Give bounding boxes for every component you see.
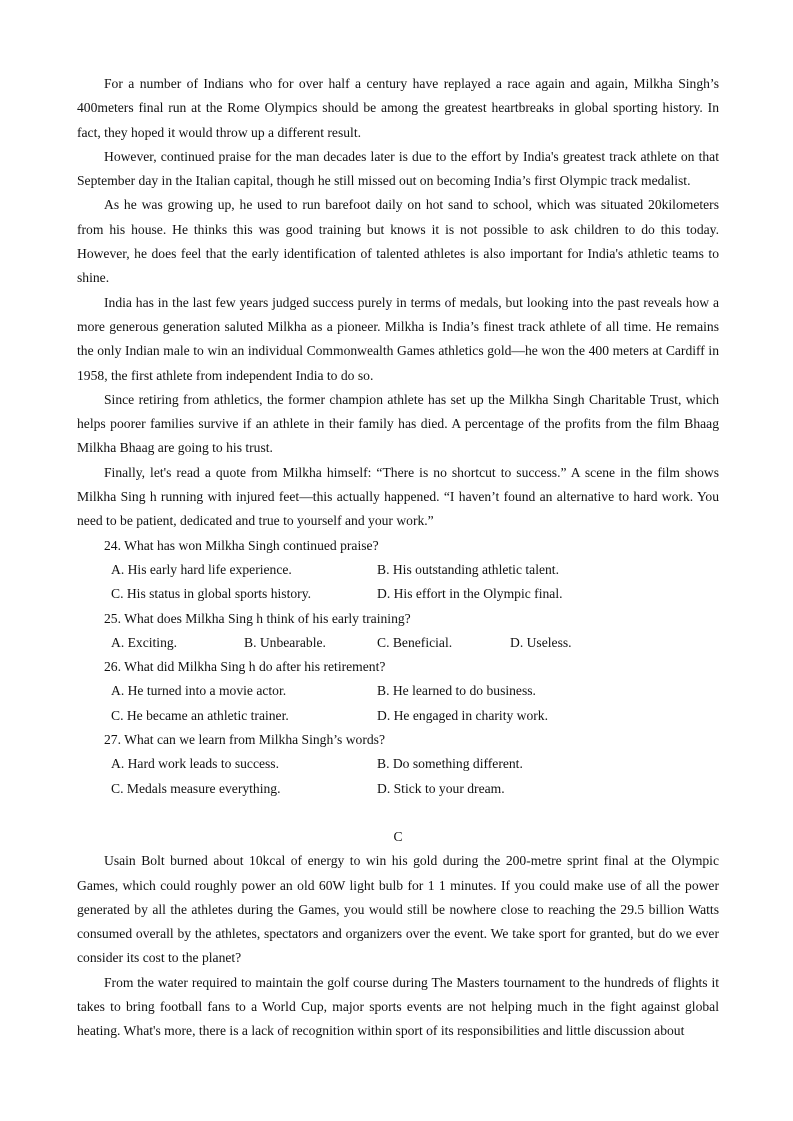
question-stem: 26. What did Milkha Sing h do after his retirement? <box>104 659 386 675</box>
option-b: B. His outstanding athletic talent. <box>377 561 559 577</box>
option-c: C. Beneficial. <box>377 634 453 650</box>
question-stem: 27. What can we learn from Milkha Singh’s words? <box>104 732 386 748</box>
answer-options <box>77 558 719 582</box>
question-stem: 24. What has won Milkha Singh continued praise? <box>104 537 379 553</box>
paragraph: Since retiring from athletics, the former champion athlete has set up the Milkha Singh Charitable Trust, which helps poorer families survive if an athlete in their family has died. A percentage of the profits from the film Bhaag Milkha Bhaag are going to his trust. <box>77 391 719 456</box>
question-26 <box>77 655 719 728</box>
option-d: D. Useless. <box>510 634 572 650</box>
answer-options <box>77 631 719 655</box>
question-24 <box>77 534 719 607</box>
option-d: D. Stick to your dream. <box>377 780 505 796</box>
paragraph: As he was growing up, he used to run barefoot daily on hot sand to school, which was situated 20kilometers from his house. He thinks this was good training but knows it is not possible to ask children to do this today. However, he does feel that the early identification of talented athletes is also important for India's athletic teams to shine. <box>77 197 719 286</box>
passage-b <box>77 72 719 801</box>
paragraph: However, continued praise for the man decades later is due to the effort by India's greatest track athlete on that September day in the Italian capital, though he still missed out on becoming India’s first Olympic track medalist. <box>77 148 719 189</box>
passage-c <box>77 825 719 1044</box>
option-b: B. He learned to do business. <box>377 683 536 699</box>
option-d: D. He engaged in charity work. <box>377 707 548 723</box>
option-c: C. He became an athletic trainer. <box>111 707 289 723</box>
question-stem: 25. What does Milkha Sing h think of his early training? <box>104 610 411 626</box>
option-a: A. Hard work leads to success. <box>111 756 279 772</box>
answer-options <box>77 582 719 606</box>
question-25 <box>77 607 719 656</box>
answer-options <box>77 704 719 728</box>
document-page <box>77 72 719 1044</box>
option-b: B. Unbearable. <box>244 634 326 650</box>
section-heading: C <box>393 828 403 844</box>
answer-options <box>77 752 719 776</box>
option-b: B. Do something different. <box>377 756 523 772</box>
paragraph: Usain Bolt burned about 10kcal of energy to win his gold during the 200-metre sprint final at the Olympic Games, which could roughly power an old 60W light bulb for 1 1 minutes. If you could make use of all the power generated by all the athletes during the Games, you would still be nowhere close to reaching the 29.5 billion Watts consumed overall by the athletes, spectators and organizers over the event. We take sport for granted, but do we ever consider its cost to the planet? <box>77 853 719 966</box>
paragraph: From the water required to maintain the golf course during The Masters tournament to the hundreds of flights it takes to bring football fans to a World Cup, major sports events are not helping much in the fight against global heating. What's more, there is a lack of recognition within sport of its responsibilities and little discussion about <box>77 974 719 1039</box>
paragraph: Finally, let's read a quote from Milkha himself: “There is no shortcut to success.” A scene in the film shows Milkha Sing h running with injured feet—this actually happened. “I haven’t found an alternative to hard work. You need to be patient, dedicated and true to yourself and your work.” <box>77 464 719 529</box>
option-c: C. His status in global sports history. <box>111 586 312 602</box>
option-a: A. He turned into a movie actor. <box>111 683 287 699</box>
paragraph: India has in the last few years judged success purely in terms of medals, but looking into the past reveals how a more generous generation saluted Milkha as a pioneer. Milkha is India’s finest track athlete of all time. He remains the only Indian male to win an individual Commonwealth Games athletics gold—he won the 400 meters at Cardiff in 1958, the first athlete from independent India to do so. <box>77 294 719 383</box>
paragraph: For a number of Indians who for over half a century have replayed a race again and again, Milkha Singh’s 400meters final run at the Rome Olympics should be among the greatest heartbreaks in global sporting history. In fact, they hoped it would throw up a different result. <box>77 76 719 140</box>
option-d: D. His effort in the Olympic final. <box>377 586 563 602</box>
option-a: A. Exciting. <box>111 634 178 650</box>
question-27 <box>77 728 719 801</box>
answer-options <box>77 679 719 703</box>
option-a: A. His early hard life experience. <box>111 561 292 577</box>
answer-options <box>77 777 719 801</box>
option-c: C. Medals measure everything. <box>111 780 281 796</box>
